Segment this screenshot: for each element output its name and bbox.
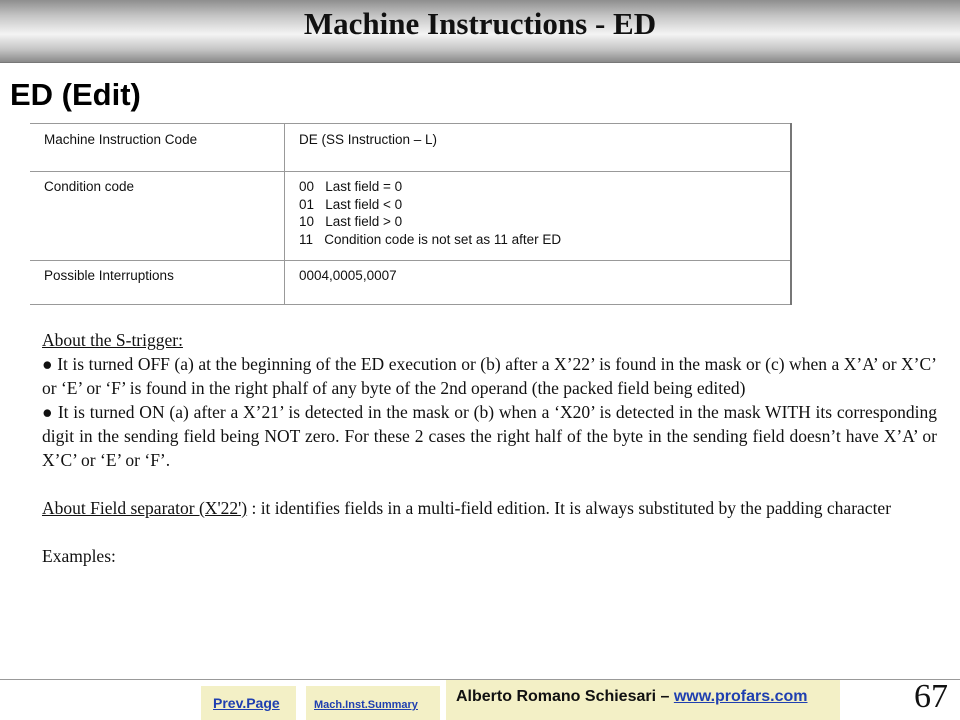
page-number: 67 — [914, 678, 948, 715]
prev-page-link[interactable]: Prev.Page — [213, 695, 280, 711]
prev-page-button[interactable] — [201, 686, 296, 720]
bullet-text: It is turned ON (a) after a X’21’ is detected in the mask or (b) when a ‘X20’ is detected in the mask WITH its corresponding digit in the sending field being NOT zero. For these 2 cases the right half of the byte in the sending field doesn’t have X’A’ or X’C’ or ‘E’ or ‘F’. — [42, 402, 937, 470]
slide-title: Machine Instructions - ED — [303, 6, 657, 41]
value-line: 10 Last field > 0 — [299, 214, 403, 229]
table-row — [30, 172, 791, 261]
author-credit — [446, 680, 840, 720]
value-line: 0004,0005,0007 — [299, 268, 397, 283]
spacer — [42, 472, 937, 496]
row-value — [285, 261, 792, 305]
bullet-icon: ● — [42, 402, 58, 422]
separator-paragraph — [42, 496, 937, 520]
table-row — [30, 124, 791, 172]
author-name: Alberto Romano Schiesari – — [456, 688, 674, 705]
value-line: 00 Last field = 0 — [299, 179, 403, 194]
spacer — [42, 520, 937, 544]
examples-label: Examples: — [42, 546, 116, 566]
summary-button[interactable] — [306, 686, 440, 720]
body-text — [42, 328, 937, 568]
bullet-icon: ● — [42, 354, 58, 374]
bullet-item — [42, 352, 937, 400]
bullet-item — [42, 400, 937, 472]
separator-heading: About Field separator (X'22') — [42, 498, 248, 518]
instruction-info-table — [30, 123, 792, 305]
website-link[interactable]: www.profars.com — [673, 688, 808, 705]
separator-text: : it identifies fields in a multi-field edition. It is always substituted by the padding character — [247, 498, 892, 518]
value-line: 01 Last field < 0 — [299, 196, 403, 212]
value-line: DE (SS Instruction – L) — [299, 132, 438, 147]
section-heading: ED (Edit) — [10, 77, 141, 112]
summary-link[interactable]: Mach.Inst.Summary — [314, 699, 418, 711]
table-row — [30, 261, 791, 305]
title-bar — [0, 0, 960, 63]
row-label: Condition code — [30, 172, 285, 261]
value-line: 11 Condition code is not set as 11 after ED — [299, 231, 562, 247]
strigger-heading: About the S-trigger: — [42, 330, 183, 350]
row-value — [285, 124, 792, 172]
row-value — [285, 172, 792, 261]
bullet-text: It is turned OFF (a) at the beginning of the ED execution or (b) after a X’22’ is found in the mask or (c) when a X’A’ or X’C’ or ‘E’ or ‘F’ is found in the right phalf of any byte of the 2nd operand (the packed field being edited) — [42, 354, 937, 398]
row-label: Possible Interruptions — [30, 261, 285, 305]
row-label: Machine Instruction Code — [30, 124, 285, 172]
